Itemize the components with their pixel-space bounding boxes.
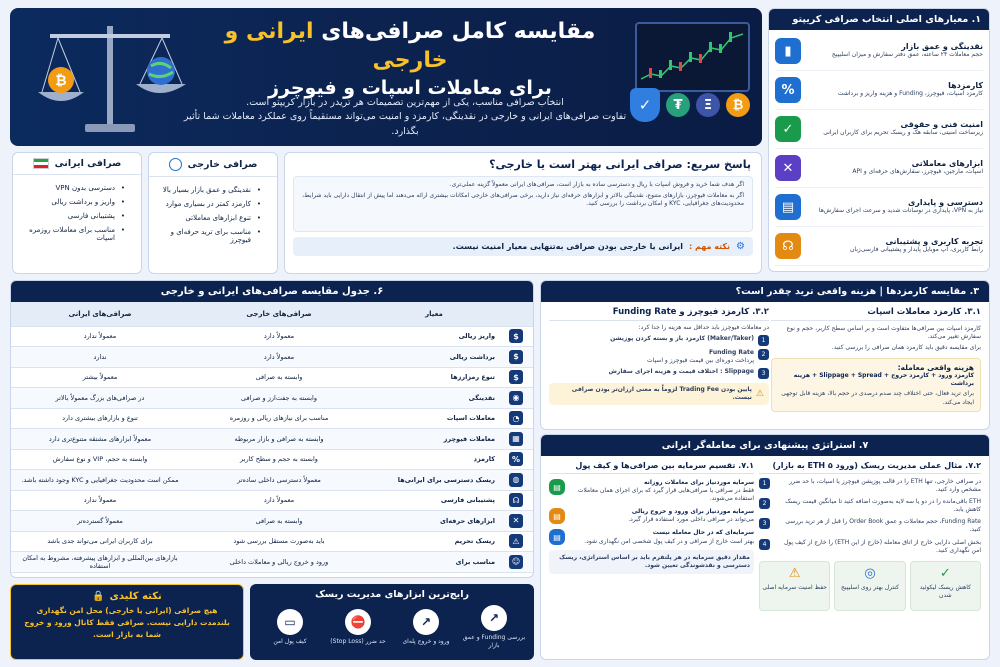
foreign-cell: معمولاً دارد (189, 490, 369, 511)
fees-title: ۳. مقایسه کارمزدها | هزینه واقعی ترید چقدر است؟ (541, 281, 989, 302)
hero-intro-2: تفاوت صرافی‌های ایرانی و خارجی در نقدینگی، کارمزد و امنیت می‌تواند مستقیماً روی عملکرد معاملات شما تأثیر بگذارد. (183, 111, 627, 137)
risk-step (759, 518, 981, 534)
hero-banner (10, 8, 762, 146)
capital-split-title: ۷.۱. تقسیم سرمایه بین صرافی‌ها و کیف پول (549, 461, 754, 474)
foreign-cell: وابسته به حجم و سطح کاربر (189, 449, 369, 470)
spot-fee-text-2: برای مقایسه دقیق باید کارمزد همان صرافی را بررسی کنید. (831, 344, 981, 352)
criteria-item-title: دسترسی و پایداری (907, 198, 983, 208)
iranian-cell: معمولاً ندارد (11, 490, 189, 511)
criteria-item (775, 227, 983, 266)
iranian-cell: معمولاً گسترده‌تر (11, 511, 189, 532)
tether-icon: ₮ (666, 93, 690, 117)
comparison-table (11, 302, 533, 573)
hero-intro-1: انتخاب صرافی مناسب، یکی از مهم‌ترین تصمیمات هر تریدر در بازار کریپتو است. (246, 97, 564, 108)
coins-icon: $ (509, 370, 523, 384)
foreign-cell: ورود و خروج ریالی و معاملات داخلی (189, 552, 369, 573)
bar-chart-icon: ▮ (775, 38, 801, 64)
spot-fee-text: کارمزد اسپات بین صرافی‌ها متفاوت است و بر اساس سطح کاربر، حجم و نوع سفارش تغییر می‌کند. (786, 325, 981, 341)
shield-check-icon: ✓ (939, 565, 951, 581)
capital-item (549, 479, 754, 503)
real-cost-note: برای ترید فعال، حتی اختلاف چند صدم درصدی در حجم بالا، هزینه قابل توجهی ایجاد می‌کند. (781, 390, 974, 406)
table-row (11, 449, 533, 470)
warning-icon: ⚠ (509, 534, 523, 548)
iran-flag-icon (33, 158, 49, 169)
percent-icon: % (775, 77, 801, 103)
table-row (11, 552, 533, 573)
risk-tools-panel (250, 584, 534, 660)
risk-tool-label: ورود و خروج پله‌ای (402, 637, 450, 645)
dollar-icon: $ (509, 329, 523, 343)
table-row (11, 470, 533, 491)
quick-answer-note-text: ایرانی یا خارجی بودن صرافی به‌تنهایی معیار امنیت نیست. (452, 242, 683, 251)
percent-icon: % (509, 452, 523, 466)
feature-item: • تنوع ابزارهای معاملاتی (155, 211, 261, 225)
capital-item-desc: فقط در صرافی یا صرافی‌هایی قرار گیرد که برای اجرای همان معاملات استفاده می‌شوند. (577, 487, 754, 503)
info-icon: ⚙ (736, 241, 745, 252)
risk-step (759, 478, 981, 494)
server-icon: ▤ (775, 194, 801, 220)
risk-tool-item (462, 605, 526, 650)
foreign-cell: معمولاً دارد (189, 326, 369, 347)
warning-icon: ⚠ (788, 565, 801, 581)
criteria-item (775, 149, 983, 188)
criteria-item (775, 32, 983, 71)
svg-text:₿: ₿ (55, 73, 67, 89)
criterion-cell: ریسک تحریم (369, 531, 499, 552)
table-row (11, 326, 533, 347)
hero-title-part1: مقایسه کامل صرافی‌های (321, 19, 596, 44)
headset-icon: ☊ (509, 493, 523, 507)
real-cost-title: هزینه واقعی معامله: (897, 363, 974, 373)
criteria-item (775, 110, 983, 149)
warning-icon: ⚠ (755, 389, 764, 400)
chart-icon: ▦ (509, 432, 523, 446)
balance-scale-illustration (30, 14, 190, 140)
capital-item-title: سرمایه‌ای که در حال معامله نیست (652, 529, 754, 537)
criteria-item (775, 71, 983, 110)
risk-step (759, 539, 981, 555)
globe-icon: ◍ (509, 473, 523, 487)
step-desc: پرداخت دوره‌ای بین قیمت فیوچرز و اسپات (647, 357, 754, 365)
foreign-cell: وابسته به جفت‌ارز و صرافی (189, 388, 369, 409)
iranian-cell: معمولاً ندارد (11, 326, 189, 347)
futures-fee-text: در معاملات فیوچرز باید حداقل سه هزینه را جدا کرد: (638, 324, 769, 331)
foreign-cell: معمولاً دسترسی داخلی ساده‌تر (189, 470, 369, 491)
key-note-text: هیچ صرافی (ایرانی یا خارجی) محل امن نگهداری بلندمدت دارایی نیست. صرافی فقط کانال ورود و خروج شما به بازار است. (24, 606, 230, 639)
target-icon: ◎ (864, 565, 876, 581)
risk-tool-item (394, 609, 458, 646)
foreign-cell: وابسته به صرافی (189, 511, 369, 532)
risk-step-number: 1 (759, 478, 770, 489)
bitcoin-icon: ₿ (726, 93, 750, 117)
quick-answer-p1: اگر هدف شما خرید و فروش اسپات با ریال و دسترسی ساده به بازار است، صرافی‌های ایرانی معمولاً گزینه عملی‌تری. (449, 181, 744, 188)
iranian-cell: ممکن است محدودیت جغرافیایی و KYC وجود داشته باشد. (11, 470, 189, 491)
quick-answer-note-label: نکته مهم : (688, 242, 731, 251)
criterion-cell: معاملات اسپات (369, 408, 499, 429)
table-row (11, 367, 533, 388)
feature-item: • کارمزد کمتر در بسیاری موارد (155, 197, 261, 211)
iranian-cell: در صرافی‌های بزرگ معمولاً بالاتر (11, 388, 189, 409)
criterion-cell: مناسب برای (369, 552, 499, 573)
comparison-table-panel (10, 280, 534, 578)
capital-item (549, 508, 754, 524)
headset-icon: ☊ (775, 233, 801, 259)
quick-answer-title: پاسخ سریع: صرافی ایرانی بهتر است یا خارجی؟ (489, 158, 751, 171)
table-row (11, 347, 533, 368)
step-title: Funding Rate (709, 349, 754, 357)
table-row (11, 511, 533, 532)
criteria-item-title: کارمزدها (948, 81, 983, 91)
fees-panel (540, 280, 990, 430)
document-icon: ▤ (549, 529, 565, 545)
quick-answer-panel (284, 152, 762, 274)
strategy-panel (540, 434, 990, 660)
tools-icon: ✕ (509, 514, 523, 528)
foreign-cell: وابسته به صرافی (189, 367, 369, 388)
criteria-panel (768, 8, 990, 272)
capital-item-title: سرمایه موردنیاز برای ورود و خروج ریالی (631, 508, 754, 516)
iranian-cell: تنوع و بازارهای بیشتری دارد (11, 408, 189, 429)
risk-step-number: 4 (759, 539, 770, 550)
document-icon: ▤ (549, 479, 565, 495)
risk-tool-item (326, 609, 390, 646)
risk-tool-item (258, 609, 322, 646)
risk-example-title: ۷.۲. مثال عملی مدیریت ریسک (ورود ۵ ETH به بازار) (759, 461, 981, 474)
wallet-icon: ▭ (277, 609, 303, 635)
benefit-label: کنترل بهتر روی اسلیپیج (841, 583, 899, 591)
quick-answer-p2: اگر به معاملات فیوچرز، بازارهای متنوع، نقدینگی بالاتر و ابزارهای حرفه‌ای نیاز دارید، برخی صرافی‌های خارجی امکانات بیشتری ارائه می‌دهند اما پیش از انتقال دارایی باید شرایط، محدودیت‌های جغرافیایی، KYC و امکان برداشت را بررسی کنید. (302, 192, 744, 208)
criterion-cell: تنوع رمزارزها (369, 367, 499, 388)
risk-step (759, 498, 981, 514)
criterion-cell: ابزارهای حرفه‌ای (369, 511, 499, 532)
iranian-exchange-box (12, 152, 142, 274)
iranian-box-title: صرافی ایرانی (54, 158, 122, 169)
hero-title-highlight: ایرانی و خارجی (224, 19, 448, 73)
risk-tool-label: کیف پول امن (273, 637, 307, 645)
document-icon: ▤ (549, 508, 565, 524)
lock-icon: 🔒 (92, 591, 105, 602)
capital-split-footer: مقدار دقیق سرمایه در هر پلتفرم باید بر اساس استراتژی، ریسک دسترسی و نقدشوندگی تعیین شود. (549, 550, 754, 574)
feature-item: • مناسب برای معاملات روزمره اسپات (19, 223, 125, 245)
criteria-item-title: امنیت فنی و حقوقی (900, 120, 983, 130)
capital-item (549, 529, 754, 545)
criteria-item-desc: حجم معاملات ۲۴ ساعته، عمق دفتر سفارش و میزان اسلیپیج (831, 51, 983, 59)
iranian-cell: بازارهای بین‌المللی و ابزارهای پیشرفته، مشروط به امکان استفاده (11, 552, 189, 573)
feature-item: • واریز و برداشت ریالی (19, 195, 125, 209)
dollar-icon: $ (509, 350, 523, 364)
criteria-item-title: نقدینگی و عمق بازار (901, 42, 983, 52)
benefit-badge (759, 561, 830, 611)
capital-item-desc: بهتر است خارج از صرافی و در کیف پول شخصی امن نگهداری شود. (584, 537, 754, 545)
fee-warning-text: پایین بودن Trading Fee لزوماً به معنی ارزان‌تر بودن صرافی نیست. (571, 386, 752, 402)
risk-tools-title: رایج‌ترین ابزارهای مدیریت ریسک (315, 589, 469, 600)
gauge-icon: ◔ (509, 411, 523, 425)
real-cost-formula: کارمزد ورود + کارمزد خروج + Slippage + Spread + هزینه برداشت (793, 372, 974, 388)
stop-icon: ⛔ (345, 609, 371, 635)
table-row (11, 388, 533, 409)
criterion-cell: کارمزد (369, 449, 499, 470)
iranian-cell: معمولاً بیشتر (11, 367, 189, 388)
feature-item: • نقدینگی و عمق بازار بسیار بالا (155, 183, 261, 197)
table-row (11, 490, 533, 511)
key-note-title: نکته کلیدی (109, 591, 162, 602)
iranian-cell: برای کاربران ایرانی می‌تواند جدی باشد (11, 531, 189, 552)
table-title: ۶. جدول مقایسه صرافی‌های ایرانی و خارجی (11, 281, 533, 302)
fee-step (549, 335, 769, 346)
benefit-badge (834, 561, 905, 611)
criterion-cell: ریسک دسترسی برای ایرانی‌ها (369, 470, 499, 491)
risk-step-text: بخش اصلی دارایی خارج از اتاق معامله (خارج از این ETH) را خارج از کیف پول امن نگهداری کنید. (783, 538, 981, 554)
iranian-cell: معمولاً ابزارهای مشتقه متنوع‌تری دارد (11, 429, 189, 450)
user-icon: ☺ (509, 555, 523, 569)
foreign-cell: وابسته به صرافی و بازار مربوطه (189, 429, 369, 450)
foreign-exchange-box (148, 152, 278, 274)
iranian-cell: وابسته به حجم، VIP و نوع سفارش (11, 449, 189, 470)
criterion-cell: واریز ریالی (369, 326, 499, 347)
col-header-iranian: صرافی‌های ایرانی (11, 302, 189, 326)
tools-icon: ✕ (775, 155, 801, 181)
steps-icon: ↗ (413, 609, 439, 635)
key-note-panel (10, 584, 244, 660)
foreign-cell: مناسب برای نیازهای ریالی و روزمره (189, 408, 369, 429)
criterion-cell: نقدینگی (369, 388, 499, 409)
step-number: 2 (758, 349, 769, 360)
risk-tool-label: بررسی Funding و عمق بازار (462, 634, 526, 649)
step-title: Slippage : اختلاف قیمت و هزینه اجرای سفارش (608, 368, 754, 376)
criteria-item-title: تجربه کاربری و پشتیبانی (885, 237, 983, 247)
table-row (11, 429, 533, 450)
criterion-cell: پشتیبانی فارسی (369, 490, 499, 511)
step-number: 3 (758, 368, 769, 379)
strategy-title: ۷. استراتژی پیشنهادی برای معامله‌گر ایرانی (541, 435, 989, 456)
criteria-item-desc: نیاز به VPN، پایداری در نوسانات شدید و سرعت اجرای سفارش‌ها (818, 207, 983, 215)
col-header-criterion: معیار (369, 302, 499, 326)
spot-fee-title: ۳.۱. کارمزد معاملات اسپات (771, 307, 981, 321)
risk-step-text: ETH باقی‌مانده را در دو یا سه لایه به‌صورت اضافه کنید تا میانگین قیمت ریسک کاهش یابد. (785, 498, 981, 514)
feature-item: • مناسب برای ترید حرفه‌ای و فیوچرز (155, 225, 261, 247)
capital-item-desc: می‌تواند در صرافی داخلی مورد استفاده قرار گیرد. (628, 516, 754, 524)
risk-tool-label: حد ضرر (Stop Loss) (330, 637, 386, 645)
ethereum-icon: Ξ (696, 93, 720, 117)
fee-step (549, 368, 769, 379)
benefit-label: حفظ امنیت سرمایه اصلی (762, 583, 827, 591)
foreign-cell: معمولاً دارد (189, 347, 369, 368)
chart-up-icon: ↗ (481, 605, 507, 631)
globe-icon (169, 158, 182, 171)
criterion-cell: معاملات فیوچرز (369, 429, 499, 450)
benefit-badge (910, 561, 981, 611)
futures-fee-title: ۳.۲. کارمزد فیوچرز و Funding Rate (549, 307, 769, 321)
criteria-item-desc: اسپات، مارجین، فیوچرز، سفارش‌های حرفه‌ای و API (852, 168, 983, 176)
foreign-box-title: صرافی خارجی (187, 159, 258, 170)
risk-step-number: 3 (759, 518, 770, 529)
step-title: (Maker/Taker) کارمزد باز و بسته کردن پوزیشن (610, 335, 754, 343)
capital-item-title: سرمایه موردنیاز برای معاملات روزانه (643, 479, 754, 486)
criteria-item-desc: رابط کاربری، اپ موبایل پایدار و پشتیبانی فارسی‌زبان (850, 246, 983, 254)
risk-step-text: در صرافی خارجی، تنها ETH را در قالب پوزیشن فیوچرز یا اسپات، با حد ضرر مشخص وارد کنید. (789, 478, 981, 494)
criteria-item (775, 188, 983, 227)
table-row (11, 408, 533, 429)
benefit-label: کاهش ریسک لیکوئید شدن (919, 583, 971, 599)
criteria-item-desc: کارمزد اسپات، فیوچرز، Funding و هزینه واریز و برداشت (837, 90, 983, 98)
col-header-foreign: صرافی‌های خارجی (189, 302, 369, 326)
drop-icon: ◉ (509, 391, 523, 405)
fee-step (549, 349, 769, 365)
risk-step-number: 2 (759, 498, 770, 509)
shield-icon: ✓ (775, 116, 801, 142)
criteria-item-desc: زیرساخت امنیتی، سابقه هک و ریسک تحریم برای کاربران ایرانی (823, 129, 983, 137)
hero-subtitle: برای معاملات اسپات و فیوچرز (268, 77, 552, 100)
security-shield-icon: ✓ (630, 88, 660, 122)
criteria-item-title: ابزارهای معاملاتی (911, 159, 983, 169)
criterion-cell: برداشت ریالی (369, 347, 499, 368)
candlestick-screen (635, 22, 750, 92)
table-row (11, 531, 533, 552)
feature-item: • پشتیبانی فارسی (19, 209, 125, 223)
feature-item: • دسترسی بدون VPN (19, 181, 125, 195)
risk-step-text: Funding Rate، حجم معاملات و عمق Order Book را قبل از هر ترید بررسی کنید. (785, 518, 981, 534)
step-number: 1 (758, 335, 769, 346)
iranian-cell: ندارد (11, 347, 189, 368)
foreign-cell: باید به‌صورت مستقل بررسی شود (189, 531, 369, 552)
criteria-title: ۱. معیارهای اصلی انتخاب صرافی کریپتو (769, 9, 989, 30)
